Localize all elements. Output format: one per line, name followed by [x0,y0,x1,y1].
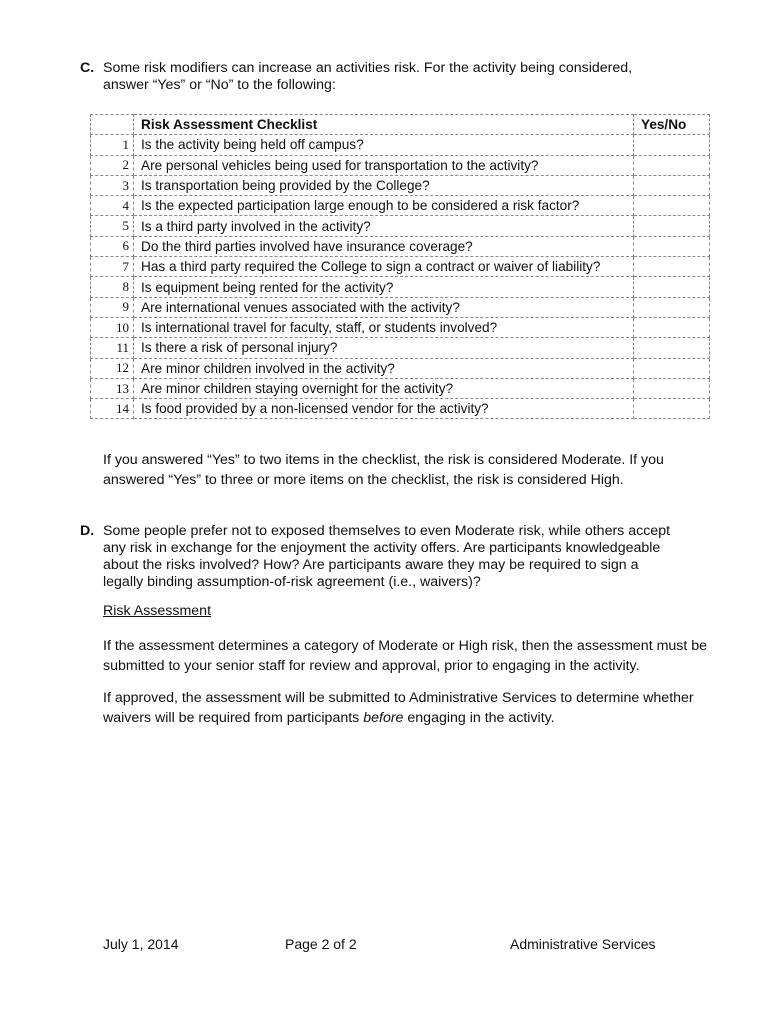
checklist-row-question: Is transportation being provided by the College? [134,175,634,195]
checklist-row-question: Are international venues associated with the activity? [134,297,634,317]
checklist-row-yesno-field[interactable] [634,277,710,297]
risk-assessment-para-1-line-2: submitted to your senior staff for review and approval, prior to engaging in the activity. [103,658,640,674]
checklist-row-question: Is food provided by a non-licensed vendor for the activity? [134,399,634,419]
checklist-row [91,175,710,195]
checklist-row-yesno-field[interactable] [634,196,710,216]
checklist-row [91,236,710,256]
checklist-row-number: 13 [91,378,134,398]
risk-assessment-para-2-line-1: If approved, the assessment will be submitted to Administrative Services to determine whether [103,690,694,706]
checklist-row-yesno-field[interactable] [634,155,710,175]
checklist-header-yesno: Yes/No [634,115,710,135]
checklist-row-yesno-field[interactable] [634,257,710,277]
section-c-label: C. [80,60,95,76]
risk-assessment-para-2-line-2 [103,708,694,728]
checklist-row-yesno-field[interactable] [634,236,710,256]
risk-assessment-para-2 [103,688,694,728]
checklist-row-question: Is a third party involved in the activity? [134,216,634,236]
section-d-line-1: Some people prefer not to exposed themselves to even Moderate risk, while others accept [103,523,671,539]
checklist-row-question: Are minor children involved in the activity? [134,358,634,378]
section-c-intro [103,60,632,94]
checklist-row-question: Are personal vehicles being used for transportation to the activity? [134,155,634,175]
checklist-row-question: Is equipment being rented for the activity? [134,277,634,297]
checklist-row-yesno-field[interactable] [634,135,710,155]
checklist-row [91,257,710,277]
checklist-body [91,135,710,419]
checklist-row [91,196,710,216]
section-d-body [103,523,670,591]
checklist-row-number: 14 [91,399,134,419]
section-d-line-2: any risk in exchange for the enjoyment the activity offers. Are participants knowledgeable [103,540,661,556]
footer-date: July 1, 2014 [103,936,179,952]
checklist-row-number: 5 [91,216,134,236]
section-c-line-1: Some risk modifiers can increase an activities risk. For the activity being considered, [103,60,633,76]
checklist-row-yesno-field[interactable] [634,338,710,358]
risk-assessment-para-1 [103,636,707,676]
checklist-row-question: Is the expected participation large enough to be considered a risk factor? [134,196,634,216]
scoring-line-1: If you answered “Yes” to two items in the checklist, the risk is considered Moderate. If you [103,452,664,468]
checklist-header-row [91,115,710,135]
checklist-row-number: 4 [91,196,134,216]
checklist-row-number: 10 [91,317,134,337]
para-2-text-post: engaging in the activity. [403,710,555,726]
checklist-row [91,155,710,175]
checklist-row-number: 1 [91,135,134,155]
checklist-row [91,378,710,398]
checklist-row-yesno-field[interactable] [634,297,710,317]
checklist-row-yesno-field[interactable] [634,216,710,236]
checklist-header-num [91,115,134,135]
section-d-line-4: legally binding assumption-of-risk agreement (i.e., waivers)? [103,574,481,590]
checklist-header-title: Risk Assessment Checklist [134,115,634,135]
checklist-row-number: 9 [91,297,134,317]
checklist-row-number: 8 [91,277,134,297]
checklist-row-question: Is international travel for faculty, staff, or students involved? [134,317,634,337]
checklist-row-yesno-field[interactable] [634,175,710,195]
risk-assessment-heading: Risk Assessment [103,603,212,619]
risk-assessment-para-1-line-1: If the assessment determines a category of Moderate or High risk, then the assessment must be [103,638,708,654]
checklist-row [91,277,710,297]
checklist-row-question: Do the third parties involved have insurance coverage? [134,236,634,256]
checklist-row [91,338,710,358]
checklist-row-yesno-field[interactable] [634,399,710,419]
risk-assessment-checklist-table [90,114,710,419]
checklist-row-number: 7 [91,257,134,277]
checklist-row-yesno-field[interactable] [634,317,710,337]
checklist-row-number: 3 [91,175,134,195]
scoring-line-2: answered “Yes” to three or more items on the checklist, the risk is considered High. [103,472,624,488]
checklist-row-question: Is there a risk of personal injury? [134,338,634,358]
section-d-label: D. [80,523,95,539]
checklist-row-number: 6 [91,236,134,256]
footer-department: Administrative Services [510,936,656,952]
checklist-row-question: Is the activity being held off campus? [134,135,634,155]
checklist-row-yesno-field[interactable] [634,378,710,398]
checklist-row-number: 12 [91,358,134,378]
checklist-row [91,297,710,317]
checklist-row-yesno-field[interactable] [634,358,710,378]
checklist-row-question: Has a third party required the College to sign a contract or waiver of liability? [134,257,634,277]
checklist-row-number: 11 [91,338,134,358]
para-2-text-pre: waivers will be required from participants [103,710,364,726]
scoring-note [103,450,664,490]
checklist-row [91,216,710,236]
section-c-line-2: answer “Yes” or “No” to the following: [103,77,336,93]
checklist-row-question: Are minor children staying overnight for the activity? [134,378,634,398]
para-2-emphasis-before: before [363,710,404,726]
checklist-row [91,358,710,378]
checklist-row [91,317,710,337]
checklist-row [91,399,710,419]
checklist-row-number: 2 [91,155,134,175]
checklist-row [91,135,710,155]
section-d-line-3: about the risks involved? How? Are participants aware they may be required to sign a [103,557,639,573]
footer-page-number: Page 2 of 2 [285,936,357,952]
